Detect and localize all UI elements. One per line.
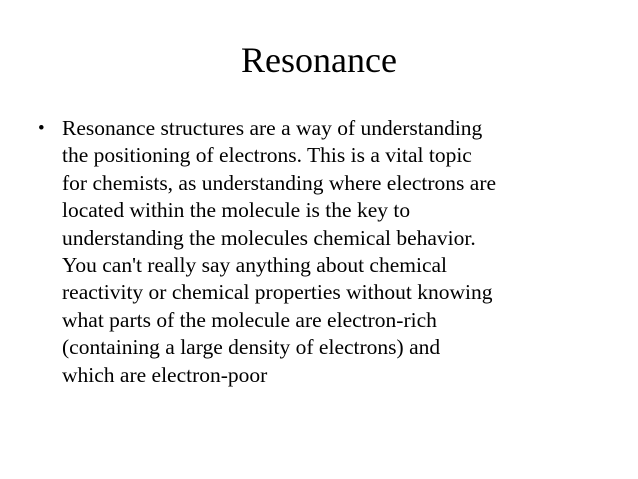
bullet-line: for chemists, as understanding where electrons are — [62, 170, 497, 195]
bullet-item — [38, 115, 613, 389]
bullet-line: (containing a large density of electrons) and — [62, 335, 441, 360]
bullet-line: what parts of the molecule are electron-rich — [62, 307, 437, 332]
slide-title: Resonance — [241, 40, 397, 80]
bullet-line: You can't really say anything about chemical — [62, 253, 448, 278]
bullet-marker: • — [38, 118, 45, 139]
bullet-line: Resonance structures are a way of understanding — [62, 116, 483, 140]
bullet-text — [62, 115, 613, 389]
bullet-line: understanding the molecules chemical behavior. — [62, 225, 476, 250]
bullet-line: reactivity or chemical properties without knowing — [62, 280, 493, 305]
bullet-line: the positioning of electrons. This is a vital topic — [62, 143, 472, 168]
bullet-list — [38, 115, 613, 389]
bullet-line: located within the molecule is the key to — [62, 198, 411, 223]
bullet-line: which are electron-poor — [62, 362, 268, 387]
